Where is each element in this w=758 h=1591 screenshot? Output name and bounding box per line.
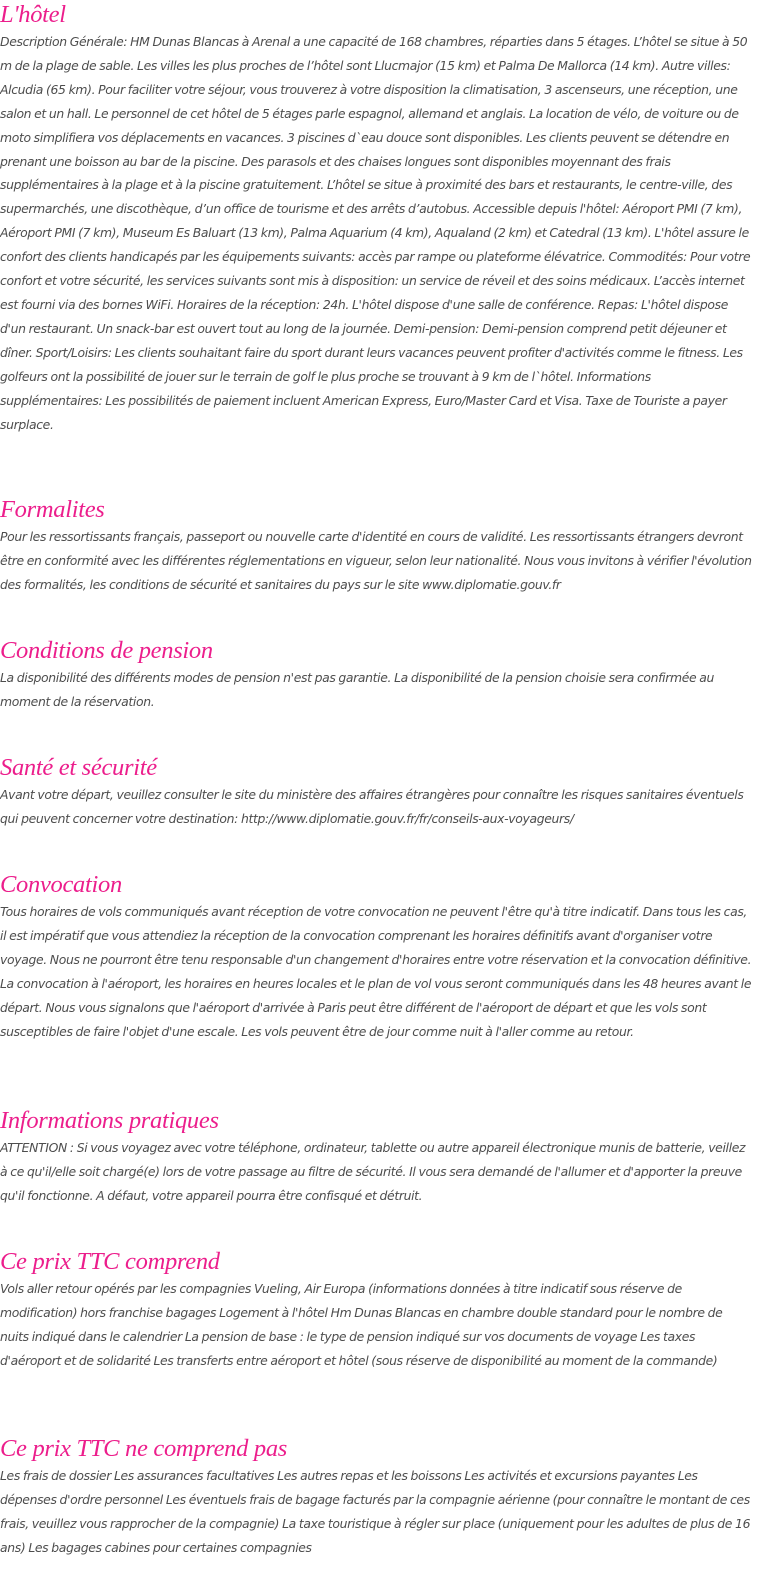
section-title-prix-ne-comprend-pas: Ce prix TTC ne comprend pas bbox=[0, 1435, 288, 1462]
section-title-formalites: Formalites bbox=[0, 496, 105, 523]
section-body-prix-ne-comprend-pas: Les frais de dossier Les assurances facultatives Les autres repas et les boissons Les activités et excursions payantes Les dépenses d'ordre personnel Les éventuels frais de bagage facturés par la compagnie aérienne (pour connaître le montant de ces frais, veuillez vous rapprocher de la compagnie) La taxe touristique à régler sur place (uniquement pour les adultes de plus de 16 ans) Les bagages cabines pour certaines compagnies bbox=[0, 1468, 751, 1555]
section-body-convocation: Tous horaires de vols communiqués avant réception de votre convocation ne peuvent l'être qu'à titre indicatif. Dans tous les cas, il est impératif que vous attendiez la réception de la convocation comprenant les horaires définitifs avant d'organiser votre voyage. Nous ne pourront être tenu responsable d'un changement d'horaires entre votre réservation et la convocation définitive. La convocation à l'aéroport, les horaires en heures locales et le plan de vol vous seront communiqués dans les 48 heures avant le départ. Nous vous signalons que l'aéroport d'arrivée à Paris peut être différent de l'aéroport de départ et que les vols sont susceptibles de faire l'objet d'une escale. Les vols peuvent être de jour comme nuit à l'aller comme au retour. bbox=[0, 904, 752, 1039]
section-body-sante-securite: Avant votre départ, veuillez consulter le site du ministère des affaires étrangères pour connaître les risques sanitaires éventuels qui peuvent concerner votre destination: http://www.diplomatie.gouv.fr/fr/conseils-aux-voyageurs/ bbox=[0, 787, 744, 826]
section-body-prix-comprend: Vols aller retour opérés par les compagnies Vueling, Air Europa (informations données à titre indicatif sous réserve de modification) hors franchise bagages Logement à l'hôtel Hm Dunas Blancas en chambre double standard pour le nombre de nuits indiqué dans le calendrier La pension de base : le type de pension indiqué sur vos documents de voyage Les taxes d'aéroport et de solidarité Les transferts entre aéroport et hôtel (sous réserve de disponibilité au moment de la commande) bbox=[0, 1281, 723, 1368]
section-sante-securite bbox=[0, 753, 752, 831]
section-prix-ne-comprend-pas bbox=[0, 1434, 752, 1560]
section-conditions-pension bbox=[0, 636, 752, 714]
section-title-hotel: L'hôtel bbox=[0, 1, 66, 28]
section-title-prix-comprend: Ce prix TTC comprend bbox=[0, 1248, 220, 1275]
section-convocation bbox=[0, 870, 752, 1043]
section-formalites bbox=[0, 495, 752, 597]
section-body-formalites: Pour les ressortissants français, passeport ou nouvelle carte d'identité en cours de validité. Les ressortissants étrangers devront être en conformité avec les différentes réglementations en vigueur, selon leur nationalité. Nous vous invitons à vérifier l'évolution des formalités, les conditions de sécurité et sanitaires du pays sur le site www.diplomatie.gouv.fr bbox=[0, 529, 752, 592]
section-body-conditions-pension: La disponibilité des différents modes de pension n'est pas garantie. La disponibilité de la pension choisie sera confirmée au moment de la réservation. bbox=[0, 670, 714, 709]
section-informations-pratiques bbox=[0, 1106, 752, 1208]
section-body-hotel: Description Générale: HM Dunas Blancas à Arenal a une capacité de 168 chambres, réparties dans 5 étages. L’hôtel se situe à 50 m de la plage de sable. Les villes les plus proches de l’hôtel sont Llucmajor (15 km) et Palma De Mallorca (14 km). Autre villes: Alcudia (65 km). Pour faciliter votre séjour, vous trouverez à votre disposition la climatisation, 3 ascenseurs, une réception, une salon et un hall. Le personnel de cet hôtel de 5 étages parle espagnol, allemand et anglais. La location de vélo, de voiture ou de moto simplifiera vos déplacements en vacances. 3 piscines d`eau douce sont disponibles. Les clients peuvent se détendre en prenant une boisson au bar de la piscine. Des parasols et des chaises longues sont disponibles moyennant des frais supplémentaires à la plage et à la piscine gratuitement. L’hôtel se situe à proximité des bars et restaurants, le centre-ville, des supermarchés, une discothèque, d’un office de tourisme et des arrêts d’autobus. Accessible depuis l'hôtel: Aéroport PMI (7 km), Aéroport PMI (7 km), Museum Es Baluart (13 km), Palma Aquarium (4 km), Aqualand (2 km) et Catedral (13 km). L'hôtel assure le confort des clients handicapés par les équipements suivants: accès par rampe ou plateforme élévatrice. Commodités: Pour votre confort et votre sécurité, les services suivants sont mis à disposition: un service de réveil et des soins médicaux. L’accès internet est fourni via des bornes WiFi. Horaires de la réception: 24h. L'hôtel dispose d'une salle de conférence. Repas: L'hôtel dispose d'un restaurant. Un snack-bar est ouvert tout au long de la journée. Demi-pension: Demi-pension comprend petit déjeuner et dîner. Sport/Loisirs: Les clients souhaitant faire du sport durant leurs vacances peuvent profiter d'activités comme le fitness. Les golfeurs ont la possibilité de jouer sur le terrain de golf le plus proche se trouvant à 9 km de l`hôtel. Informations supplémentaires: Les possibilités de paiement incluent American Express, Euro/Master Card et Visa. Taxe de Touriste a payer surplace. bbox=[0, 34, 751, 432]
section-prix-comprend bbox=[0, 1247, 752, 1373]
section-title-informations-pratiques: Informations pratiques bbox=[0, 1107, 219, 1134]
section-title-convocation: Convocation bbox=[0, 871, 122, 898]
section-hotel bbox=[0, 0, 752, 436]
section-title-conditions-pension: Conditions de pension bbox=[0, 637, 213, 664]
section-title-sante-securite: Santé et sécurité bbox=[0, 754, 157, 781]
section-body-informations-pratiques: ATTENTION : Si vous voyagez avec votre téléphone, ordinateur, tablette ou autre appareil électronique munis de batterie, veillez à ce qu'il/elle soit chargé(e) lors de votre passage au filtre de sécurité. Il vous sera demandé de l'allumer et d'apporter la preuve qu'il fonctionne. A défaut, votre appareil pourra être confisqué et détruit. bbox=[0, 1140, 746, 1203]
